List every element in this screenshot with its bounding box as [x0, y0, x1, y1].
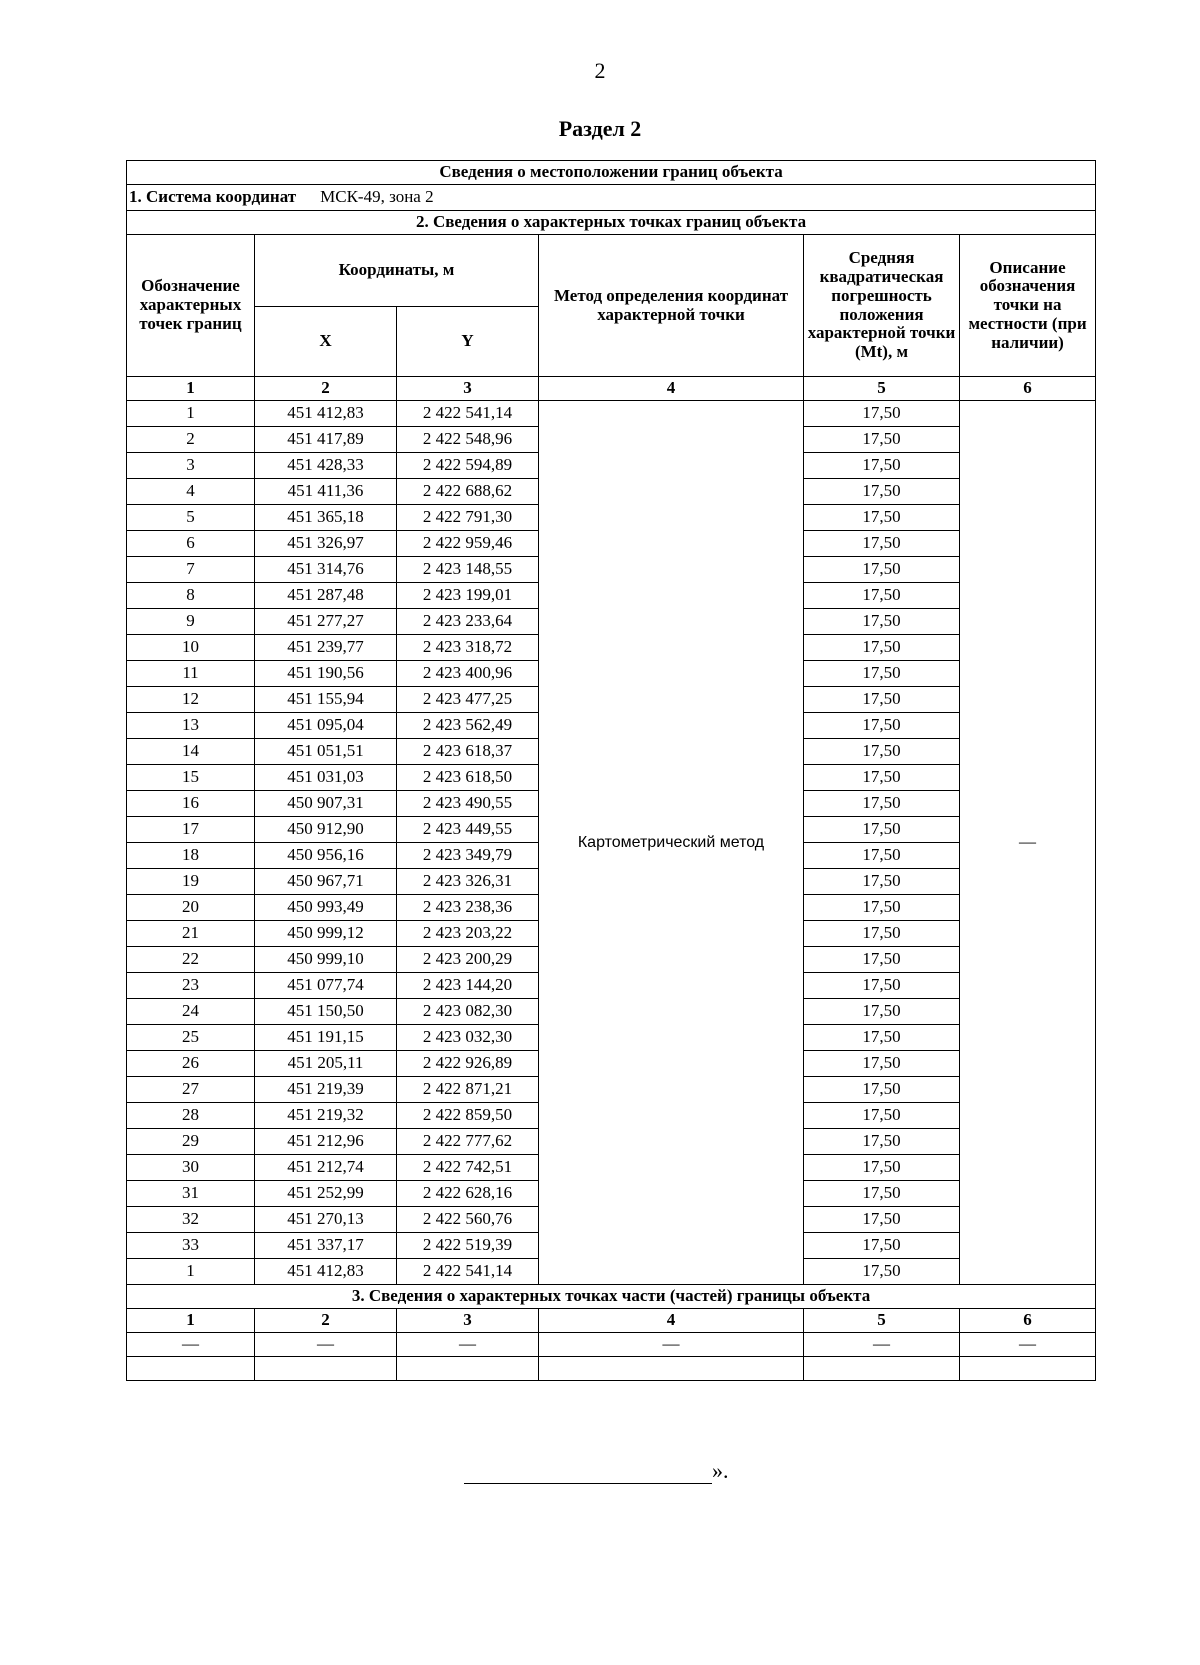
error-value: 17,50	[804, 1051, 960, 1077]
column-number: 3	[397, 1309, 539, 1333]
footer	[464, 1458, 729, 1484]
error-value: 17,50	[804, 921, 960, 947]
y-coordinate: 2 422 560,76	[397, 1207, 539, 1233]
error-value: 17,50	[804, 531, 960, 557]
x-coordinate: 451 239,77	[255, 635, 397, 661]
point-number: 15	[127, 765, 255, 791]
error-value: 17,50	[804, 557, 960, 583]
point-number: 23	[127, 973, 255, 999]
dash-cell: —	[960, 1333, 1096, 1357]
header-x: X	[255, 307, 397, 377]
signature-line	[464, 1463, 712, 1484]
error-value: 17,50	[804, 479, 960, 505]
dash-cell: —	[804, 1333, 960, 1357]
error-value: 17,50	[804, 1181, 960, 1207]
column-number: 1	[127, 377, 255, 401]
header-description: Описание обозначения точки на местности (при наличии)	[960, 235, 1096, 377]
x-coordinate: 451 219,39	[255, 1077, 397, 1103]
error-value: 17,50	[804, 791, 960, 817]
point-number: 6	[127, 531, 255, 557]
header-error: Средняя квадратическая погрешность положения характерной точки (Mt), м	[804, 235, 960, 377]
column-number: 4	[539, 1309, 804, 1333]
y-coordinate: 2 423 203,22	[397, 921, 539, 947]
x-coordinate: 451 219,32	[255, 1103, 397, 1129]
description-cell: —	[960, 401, 1096, 1285]
header-method: Метод определения координат характерной точки	[539, 235, 804, 377]
header-point: Обозначение характерных точек границ	[127, 235, 255, 377]
point-number: 7	[127, 557, 255, 583]
x-coordinate: 451 314,76	[255, 557, 397, 583]
header-coords: Координаты, м	[255, 235, 539, 307]
error-value: 17,50	[804, 1233, 960, 1259]
x-coordinate: 451 365,18	[255, 505, 397, 531]
error-value: 17,50	[804, 869, 960, 895]
x-coordinate: 450 999,10	[255, 947, 397, 973]
dash-cell: —	[255, 1333, 397, 1357]
header-y: Y	[397, 307, 539, 377]
y-coordinate: 2 422 594,89	[397, 453, 539, 479]
point-number: 22	[127, 947, 255, 973]
x-coordinate: 450 907,31	[255, 791, 397, 817]
error-value: 17,50	[804, 765, 960, 791]
empty-cell	[960, 1357, 1096, 1381]
x-coordinate: 450 993,49	[255, 895, 397, 921]
section-title: Раздел 2	[558, 116, 642, 141]
subsection2-title: 2. Сведения о характерных точках границ объекта	[127, 211, 1096, 235]
boundary-table	[126, 160, 1096, 1381]
point-number: 13	[127, 713, 255, 739]
point-number: 2	[127, 427, 255, 453]
point-number: 30	[127, 1155, 255, 1181]
x-coordinate: 451 031,03	[255, 765, 397, 791]
point-number: 25	[127, 1025, 255, 1051]
y-coordinate: 2 422 791,30	[397, 505, 539, 531]
error-value: 17,50	[804, 1025, 960, 1051]
point-number: 9	[127, 609, 255, 635]
point-number: 3	[127, 453, 255, 479]
table-row	[127, 401, 1096, 427]
error-value: 17,50	[804, 427, 960, 453]
x-coordinate: 451 287,48	[255, 583, 397, 609]
y-coordinate: 2 422 519,39	[397, 1233, 539, 1259]
error-value: 17,50	[804, 505, 960, 531]
point-number: 5	[127, 505, 255, 531]
subsection3-title: 3. Сведения о характерных точках части (частей) границы объекта	[127, 1285, 1096, 1309]
point-number: 20	[127, 895, 255, 921]
point-number: 1	[127, 401, 255, 427]
x-coordinate: 451 212,96	[255, 1129, 397, 1155]
error-value: 17,50	[804, 1129, 960, 1155]
y-coordinate: 2 422 777,62	[397, 1129, 539, 1155]
error-value: 17,50	[804, 999, 960, 1025]
coord-system-row	[127, 185, 1096, 211]
error-value: 17,50	[804, 583, 960, 609]
error-value: 17,50	[804, 1259, 960, 1285]
error-value: 17,50	[804, 1155, 960, 1181]
table-title: Сведения о местоположении границ объекта	[127, 161, 1096, 185]
y-coordinate: 2 423 144,20	[397, 973, 539, 999]
y-coordinate: 2 423 233,64	[397, 609, 539, 635]
y-coordinate: 2 423 490,55	[397, 791, 539, 817]
empty-cell	[127, 1357, 255, 1381]
dash-cell: —	[539, 1333, 804, 1357]
x-coordinate: 451 277,27	[255, 609, 397, 635]
column-number: 2	[255, 1309, 397, 1333]
column-number: 2	[255, 377, 397, 401]
x-coordinate: 451 155,94	[255, 687, 397, 713]
column-number: 6	[960, 377, 1096, 401]
empty-cell	[397, 1357, 539, 1381]
x-coordinate: 451 205,11	[255, 1051, 397, 1077]
x-coordinate: 450 912,90	[255, 817, 397, 843]
x-coordinate: 451 412,83	[255, 401, 397, 427]
point-number: 31	[127, 1181, 255, 1207]
empty-cell	[539, 1357, 804, 1381]
point-number: 21	[127, 921, 255, 947]
x-coordinate: 451 252,99	[255, 1181, 397, 1207]
point-number: 1	[127, 1259, 255, 1285]
error-value: 17,50	[804, 947, 960, 973]
x-coordinate: 451 191,15	[255, 1025, 397, 1051]
point-number: 8	[127, 583, 255, 609]
y-coordinate: 2 423 326,31	[397, 869, 539, 895]
column-number: 6	[960, 1309, 1096, 1333]
error-value: 17,50	[804, 401, 960, 427]
page-number: 2	[594, 58, 606, 83]
empty-cell	[804, 1357, 960, 1381]
error-value: 17,50	[804, 687, 960, 713]
x-coordinate: 451 212,74	[255, 1155, 397, 1181]
footer-text: ».	[712, 1458, 729, 1483]
x-coordinate: 450 967,71	[255, 869, 397, 895]
point-number: 28	[127, 1103, 255, 1129]
point-number: 33	[127, 1233, 255, 1259]
y-coordinate: 2 422 871,21	[397, 1077, 539, 1103]
error-value: 17,50	[804, 843, 960, 869]
column-number: 4	[539, 377, 804, 401]
point-number: 19	[127, 869, 255, 895]
y-coordinate: 2 422 548,96	[397, 427, 539, 453]
y-coordinate: 2 423 449,55	[397, 817, 539, 843]
x-coordinate: 451 051,51	[255, 739, 397, 765]
y-coordinate: 2 423 349,79	[397, 843, 539, 869]
error-value: 17,50	[804, 1103, 960, 1129]
x-coordinate: 450 999,12	[255, 921, 397, 947]
point-number: 27	[127, 1077, 255, 1103]
y-coordinate: 2 423 032,30	[397, 1025, 539, 1051]
x-coordinate: 451 077,74	[255, 973, 397, 999]
y-coordinate: 2 422 742,51	[397, 1155, 539, 1181]
x-coordinate: 451 270,13	[255, 1207, 397, 1233]
point-number: 14	[127, 739, 255, 765]
x-coordinate: 451 411,36	[255, 479, 397, 505]
x-coordinate: 451 190,56	[255, 661, 397, 687]
error-value: 17,50	[804, 895, 960, 921]
error-value: 17,50	[804, 609, 960, 635]
y-coordinate: 2 423 618,37	[397, 739, 539, 765]
error-value: 17,50	[804, 739, 960, 765]
empty-cell	[255, 1357, 397, 1381]
error-value: 17,50	[804, 635, 960, 661]
column-number: 5	[804, 377, 960, 401]
x-coordinate: 451 337,17	[255, 1233, 397, 1259]
y-coordinate: 2 422 926,89	[397, 1051, 539, 1077]
y-coordinate: 2 422 688,62	[397, 479, 539, 505]
y-coordinate: 2 423 199,01	[397, 583, 539, 609]
point-number: 16	[127, 791, 255, 817]
point-number: 29	[127, 1129, 255, 1155]
point-number: 11	[127, 661, 255, 687]
y-coordinate: 2 423 477,25	[397, 687, 539, 713]
point-number: 32	[127, 1207, 255, 1233]
y-coordinate: 2 423 148,55	[397, 557, 539, 583]
y-coordinate: 2 423 400,96	[397, 661, 539, 687]
point-number: 18	[127, 843, 255, 869]
dash-cell: —	[127, 1333, 255, 1357]
point-number: 17	[127, 817, 255, 843]
error-value: 17,50	[804, 817, 960, 843]
y-coordinate: 2 423 618,50	[397, 765, 539, 791]
column-number: 5	[804, 1309, 960, 1333]
error-value: 17,50	[804, 453, 960, 479]
point-number: 26	[127, 1051, 255, 1077]
coord-system-value: МСК-49, зона 2	[320, 187, 434, 207]
y-coordinate: 2 422 859,50	[397, 1103, 539, 1129]
y-coordinate: 2 423 318,72	[397, 635, 539, 661]
x-coordinate: 450 956,16	[255, 843, 397, 869]
x-coordinate: 451 428,33	[255, 453, 397, 479]
column-number: 1	[127, 1309, 255, 1333]
x-coordinate: 451 417,89	[255, 427, 397, 453]
x-coordinate: 451 412,83	[255, 1259, 397, 1285]
y-coordinate: 2 423 238,36	[397, 895, 539, 921]
y-coordinate: 2 422 541,14	[397, 1259, 539, 1285]
point-number: 10	[127, 635, 255, 661]
dash-cell: —	[397, 1333, 539, 1357]
x-coordinate: 451 150,50	[255, 999, 397, 1025]
column-number: 3	[397, 377, 539, 401]
error-value: 17,50	[804, 973, 960, 999]
y-coordinate: 2 422 541,14	[397, 401, 539, 427]
y-coordinate: 2 422 628,16	[397, 1181, 539, 1207]
error-value: 17,50	[804, 1207, 960, 1233]
coord-system-label: 1. Система координат	[129, 187, 297, 207]
y-coordinate: 2 423 200,29	[397, 947, 539, 973]
y-coordinate: 2 423 562,49	[397, 713, 539, 739]
error-value: 17,50	[804, 1077, 960, 1103]
x-coordinate: 451 095,04	[255, 713, 397, 739]
y-coordinate: 2 423 082,30	[397, 999, 539, 1025]
point-number: 4	[127, 479, 255, 505]
method-cell: Картометрический метод	[539, 401, 804, 1285]
error-value: 17,50	[804, 661, 960, 687]
y-coordinate: 2 422 959,46	[397, 531, 539, 557]
error-value: 17,50	[804, 713, 960, 739]
point-number: 12	[127, 687, 255, 713]
point-number: 24	[127, 999, 255, 1025]
x-coordinate: 451 326,97	[255, 531, 397, 557]
